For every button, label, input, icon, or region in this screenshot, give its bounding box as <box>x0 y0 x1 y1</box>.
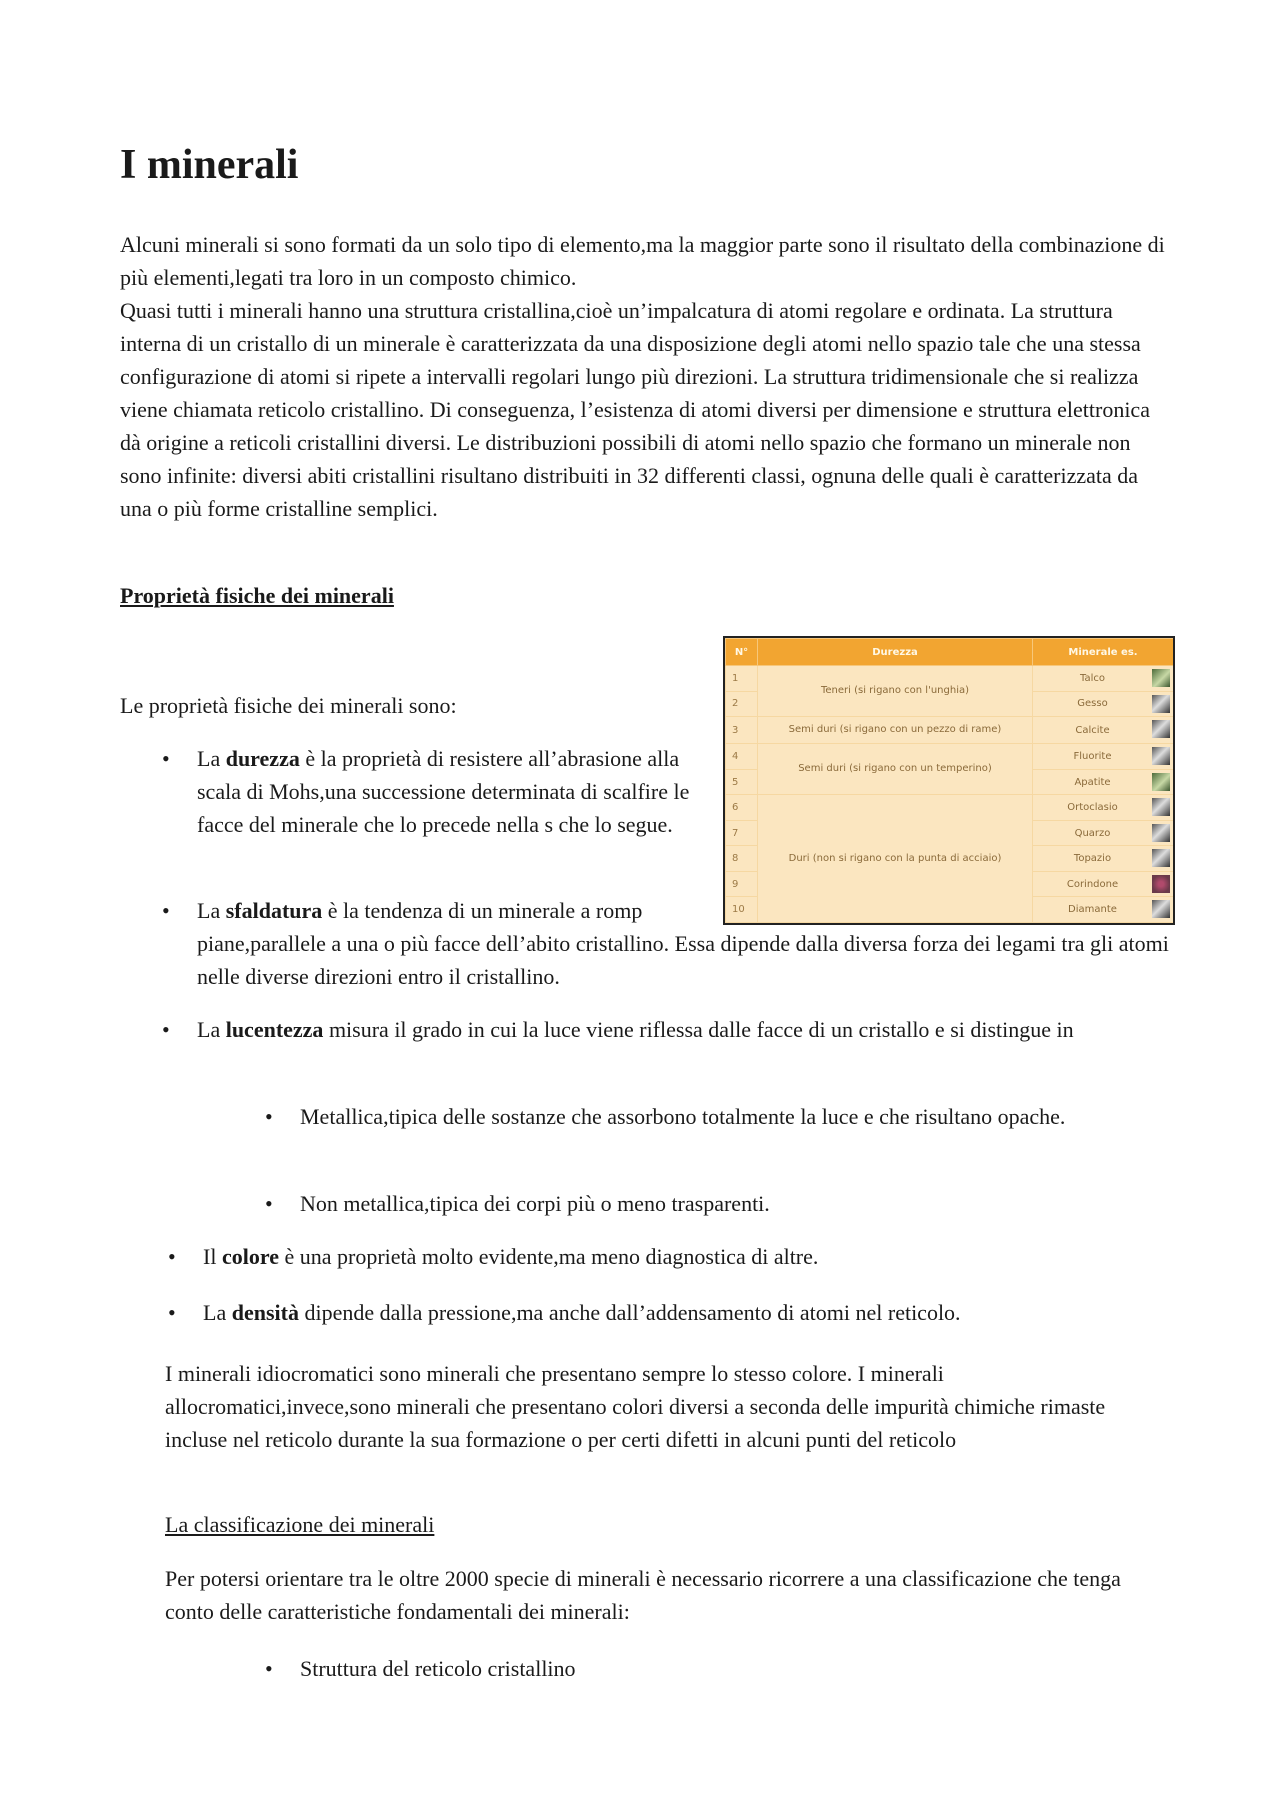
hardness-table <box>725 638 1174 923</box>
bullet-icon: • <box>168 1244 176 1269</box>
mineral-photo-icon <box>1152 824 1170 842</box>
term-durezza: durezza <box>225 746 300 771</box>
list-item-densita: • La densità dipende dalla pressione,ma anche dall’addensamento di atomi nel reticolo. <box>203 1296 1163 1329</box>
sub-list-item-non-metallica: • Non metallica,tipica dei corpi più o meno trasparenti. <box>300 1187 1140 1220</box>
hardness-number: 2 <box>726 691 758 717</box>
mineral-photo-icon <box>1152 669 1170 687</box>
term-sfaldatura: sfaldatura <box>225 898 323 923</box>
mineral-topazio: Topazio <box>1033 846 1174 872</box>
mineral-photo-icon <box>1152 875 1170 893</box>
table-header-mineral: Minerale es. <box>1033 639 1174 666</box>
mohs-hardness-table <box>723 636 1175 925</box>
table-header-hardness: Durezza <box>758 639 1033 666</box>
mineral-diamante: Diamante <box>1033 897 1174 923</box>
page-title: I minerali <box>120 142 299 188</box>
intro-paragraph-1: Alcuni minerali si sono formati da un solo tipo di elemento,ma la maggior parte sono il risultato della combinazione di più elementi,legati tra loro in un composto chimico. <box>120 232 1165 290</box>
term-lucentezza: lucentezza <box>225 1017 324 1042</box>
list-item-durezza: • La durezza è la proprietà di resistere all’abrasione alla scala di Mohs,una successione determinata di scalfire le facce del minerale che lo precede nella s che lo segue. <box>197 742 727 841</box>
hardness-group-semi-duri: Semi duri (si rigano con un temperino) <box>758 744 1033 795</box>
hardness-group-teneri: Teneri (si rigano con l'unghia) <box>758 666 1033 717</box>
bullet-icon: • <box>265 1191 273 1216</box>
section-heading-physical-properties: Proprietà fisiche dei minerali <box>120 583 394 608</box>
mineral-calcite: Calcite <box>1033 717 1174 744</box>
closing-paragraph: I minerali idiocromatici sono minerali che presentano sempre lo stesso colore. I minerali allocromatici,invece,sono minerali che presentano colori diversi a seconda delle impurità chimiche rimaste incluse nel reticolo durante la sua formazione o per certi difetti in alcuni punti del reticolo <box>165 1361 1106 1452</box>
bullet-icon: • <box>265 1656 273 1681</box>
mineral-photo-icon <box>1152 798 1170 816</box>
mineral-photo-icon <box>1152 720 1170 738</box>
term-densita: densità <box>231 1300 299 1325</box>
intro-section <box>120 228 1170 525</box>
bullet-icon: • <box>162 1017 170 1042</box>
classification-list-item: • Struttura del reticolo cristallino <box>300 1652 1140 1685</box>
bullet-icon: • <box>168 1300 176 1325</box>
list-item-colore: • Il colore è una proprietà molto evidente,ma meno diagnostica di altre. <box>203 1240 1163 1273</box>
hardness-number: 4 <box>726 744 758 770</box>
mineral-photo-icon <box>1152 695 1170 713</box>
bullet-icon: • <box>265 1104 273 1129</box>
list-item-lucentezza: • La lucentezza misura il grado in cui la luce viene riflessa dalle facce di un cristallo e si distingue in <box>197 1013 1117 1046</box>
hardness-number: 9 <box>726 871 758 897</box>
mineral-talco: Talco <box>1033 666 1174 692</box>
sub-list-item-metallica: • Metallica,tipica delle sostanze che assorbono totalmente la luce e che risultano opache. <box>300 1100 1140 1133</box>
bullet-icon: • <box>162 746 170 771</box>
table-row <box>726 744 1174 770</box>
classification-intro: Per potersi orientare tra le oltre 2000 specie di minerali è necessario ricorrere a una classificazione che tenga conto delle caratteristiche fondamentali dei minerali: <box>165 1566 1121 1624</box>
section-heading-classification: La classificazione dei minerali <box>165 1512 435 1537</box>
hardness-group-duri: Duri (non si rigano con la punta di acciaio) <box>758 795 1033 923</box>
hardness-number: 8 <box>726 846 758 872</box>
mineral-fluorite: Fluorite <box>1033 744 1174 770</box>
physical-properties-intro: Le proprietà fisiche dei minerali sono: <box>120 693 457 718</box>
table-row <box>726 666 1174 692</box>
list-item-sfaldatura: • La sfaldatura è la tendenza di un minerale a romp piane,parallele a una o più facce dell’abito cristallino. Essa dipende dalla diversa forza dei legami tra gli atomi nelle diverse direzioni entro il cristallino. <box>197 894 1172 993</box>
hardness-number: 7 <box>726 820 758 846</box>
mineral-ortoclasio: Ortoclasio <box>1033 795 1174 821</box>
hardness-number: 10 <box>726 897 758 923</box>
mineral-photo-icon <box>1152 773 1170 791</box>
table-row <box>726 795 1174 821</box>
term-colore: colore <box>221 1244 279 1269</box>
table-row <box>726 717 1174 744</box>
mineral-photo-icon <box>1152 849 1170 867</box>
mineral-photo-icon <box>1152 747 1170 765</box>
table-header-number: N° <box>726 639 758 666</box>
mineral-quarzo: Quarzo <box>1033 820 1174 846</box>
mineral-apatite: Apatite <box>1033 769 1174 795</box>
hardness-group-semi-duri-rame: Semi duri (si rigano con un pezzo di rame) <box>758 717 1033 744</box>
hardness-number: 1 <box>726 666 758 692</box>
mineral-corindone: Corindone <box>1033 871 1174 897</box>
hardness-number: 6 <box>726 795 758 821</box>
hardness-number: 3 <box>726 717 758 744</box>
hardness-number: 5 <box>726 769 758 795</box>
bullet-icon: • <box>162 898 170 923</box>
mineral-gesso: Gesso <box>1033 691 1174 717</box>
intro-paragraph-2: Quasi tutti i minerali hanno una struttura cristallina,cioè un’impalcatura di atomi regolare e ordinata. La struttura interna di un cristallo di un minerale è caratterizzata da una disposizione degli atomi nello spazio tale che una stessa configurazione di atomi si ripete a intervalli regolari lungo più direzioni. La struttura tridimensionale che si realizza viene chiamata reticolo cristallino. Di conseguenza, l’esistenza di atomi diversi per dimensione e struttura elettronica dà origine a reticoli cristallini diversi. Le distribuzioni possibili di atomi nello spazio che formano un minerale non sono infinite: diversi abiti cristallini risultano distribuiti in 32 differenti classi, ognuna delle quali è caratterizzata da una o più forme cristalline semplici. <box>120 298 1150 521</box>
